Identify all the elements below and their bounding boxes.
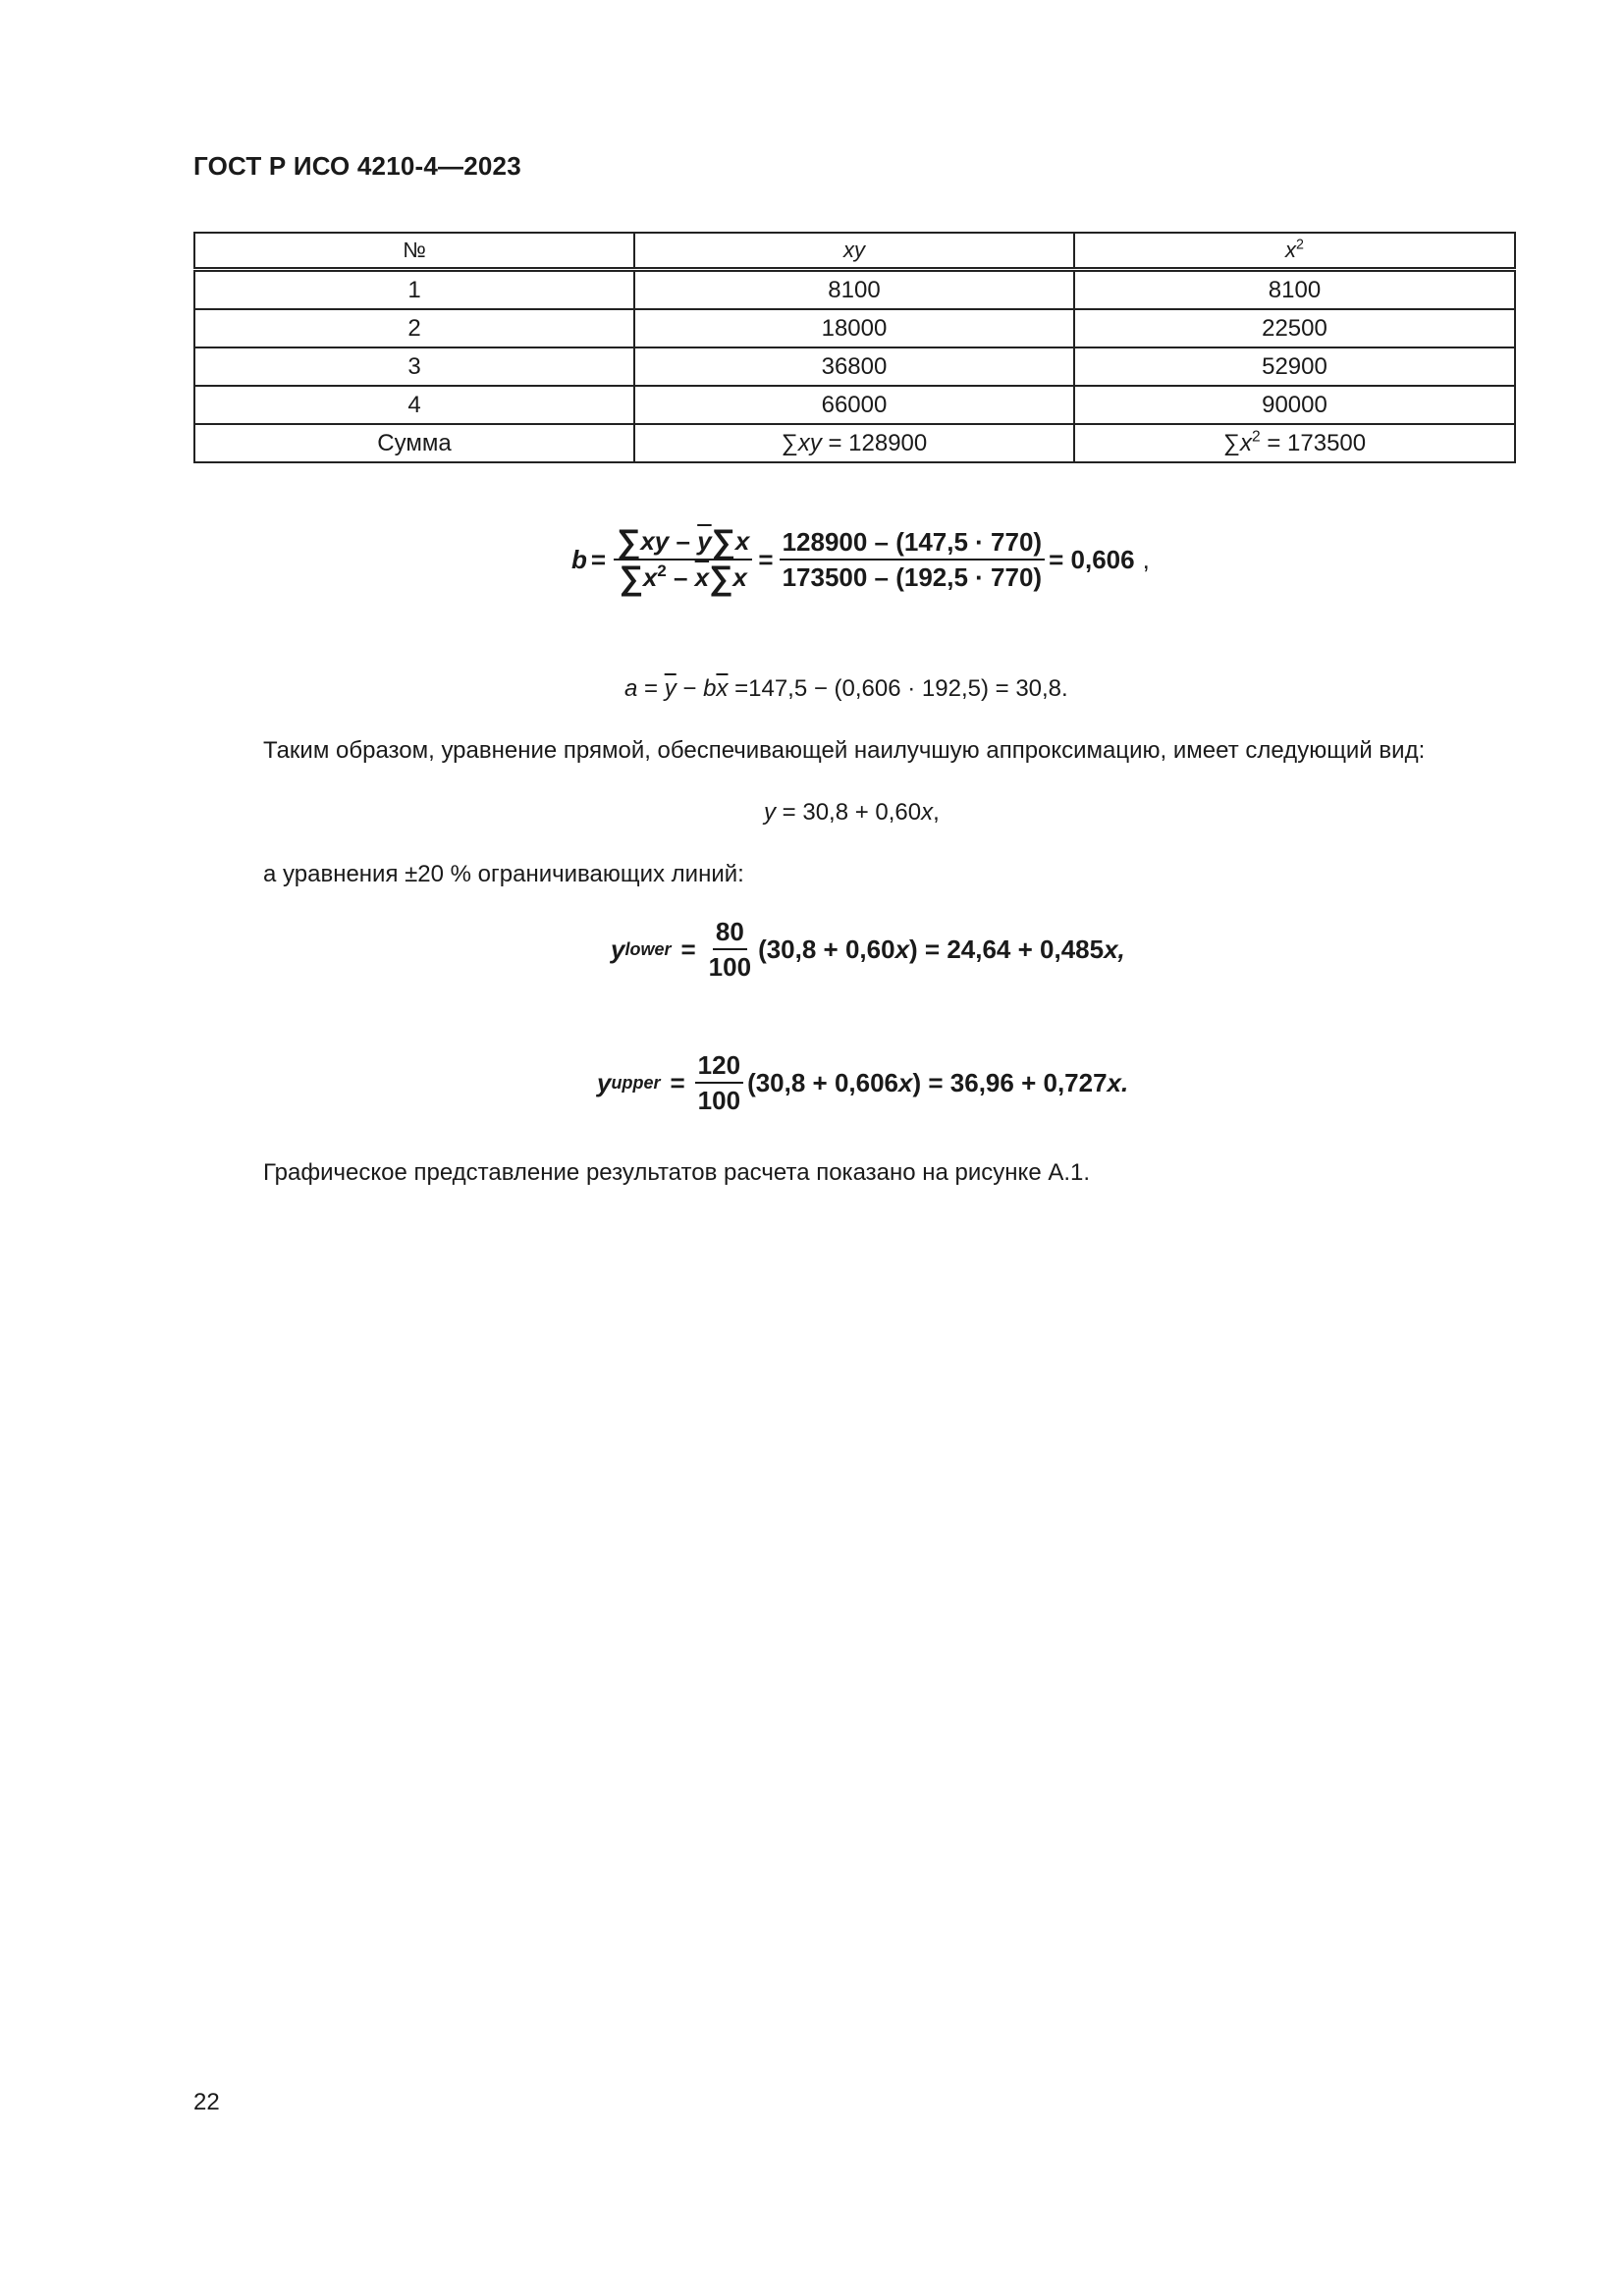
- table-sum-row: [194, 424, 1515, 462]
- lower-fraction: [706, 917, 754, 982]
- num-term-xy: xy: [640, 526, 670, 556]
- cell-x2: 8100: [1074, 270, 1515, 310]
- upper-x: x: [898, 1067, 913, 1097]
- sigma-symbol: ∑: [1222, 429, 1240, 456]
- sigma-symbol: ∑: [781, 429, 798, 456]
- cell-xy: 36800: [634, 347, 1074, 386]
- lower-eq: =: [680, 934, 696, 964]
- table-row: [194, 309, 1515, 347]
- lower-subscript: lower: [624, 938, 672, 959]
- cell-x2: 22500: [1074, 309, 1515, 347]
- sum-xy-value: = 128900: [821, 429, 928, 456]
- cell-number: 3: [194, 347, 634, 386]
- cell-x2: 90000: [1074, 386, 1515, 424]
- upper-denominator: 100: [697, 1086, 741, 1115]
- formula-b-lhs: b: [571, 544, 587, 574]
- table-header-row: [194, 233, 1515, 270]
- formula-b-numeric-numerator: 128900 – (147,5 · 770): [780, 527, 1046, 561]
- den-term-x: x: [642, 562, 658, 592]
- cell-xy: 8100: [634, 270, 1074, 310]
- formula-b: [571, 523, 1150, 597]
- formula-a-minus: −: [676, 675, 704, 702]
- column-header-x2: [1074, 233, 1515, 270]
- lower-x: x: [894, 934, 910, 964]
- column-header-xy: xy: [634, 233, 1074, 270]
- column-header-number: №: [194, 233, 634, 270]
- den-xbar: $\overline{x}$: [694, 562, 710, 592]
- sum-x2-var: x: [1239, 429, 1252, 456]
- num-ybar: $\overline{y}$: [697, 526, 712, 556]
- formula-a-xbar: $\overline{x}$: [716, 675, 729, 702]
- cell-number: 1: [194, 270, 634, 310]
- cell-x2: 52900: [1074, 347, 1515, 386]
- lower-close: ) = 24,64 + 0,485: [909, 934, 1105, 964]
- upper-numerator: 120: [695, 1050, 743, 1084]
- sigma-symbol: ∑: [617, 523, 641, 561]
- cell-xy: 18000: [634, 309, 1074, 347]
- upper-close: ) = 36,96 + 0,727: [912, 1067, 1108, 1097]
- formula-a-ybar: $\overline{y}$: [664, 675, 677, 702]
- upper-eq: =: [670, 1067, 685, 1097]
- column-header-x2-base: x: [1285, 238, 1297, 262]
- formula-b-result: = 0,606: [1049, 544, 1135, 574]
- sum-xy-var: xy: [797, 429, 822, 456]
- paragraph-limits: а уравнения ±20 % ограничивающих линий:: [263, 861, 744, 887]
- table-row: [194, 347, 1515, 386]
- formula-b-eq: =: [590, 544, 607, 574]
- upper-subscript: upper: [611, 1072, 661, 1093]
- table-row: [194, 270, 1515, 310]
- den-sup: 2: [657, 561, 667, 580]
- cell-sum-x2: [1074, 424, 1515, 462]
- equation-mid: = 30,8 + 0,60: [776, 799, 922, 826]
- equation-y: y: [764, 799, 776, 826]
- sigma-symbol: ∑: [709, 560, 733, 597]
- formula-b-numeric-fraction: [780, 527, 1046, 592]
- paragraph-figure-reference: Графическое представление результатов расчета показано на рисунке А.1.: [263, 1159, 1091, 1186]
- num-minus: –: [676, 526, 690, 556]
- formula-lower: [611, 917, 1125, 982]
- num-term-x: x: [734, 526, 750, 556]
- lower-x2: x: [1104, 934, 1118, 964]
- den-minus: –: [673, 562, 688, 592]
- paragraph-best-fit: Таким образом, уравнение прямой, обеспечивающей наилучшую аппроксимацию, имеет следующий вид:: [263, 737, 1426, 764]
- cell-number: 4: [194, 386, 634, 424]
- cell-xy: 66000: [634, 386, 1074, 424]
- lower-denominator: 100: [708, 952, 752, 982]
- den-term-x2: x: [732, 562, 747, 592]
- formula-a-b: b: [703, 675, 717, 702]
- formula-a-var: a: [624, 675, 638, 702]
- formula-b-numeric-denominator: 173500 – (192,5 · 770): [782, 562, 1043, 592]
- upper-end: .: [1121, 1067, 1129, 1097]
- table-row: [194, 386, 1515, 424]
- upper-x2: x: [1107, 1067, 1122, 1097]
- cell-sum-label: Сумма: [194, 424, 634, 462]
- cell-sum-xy: [634, 424, 1074, 462]
- lower-numerator: 80: [713, 917, 747, 950]
- upper-y: y: [597, 1067, 612, 1097]
- calculation-table: [193, 232, 1516, 463]
- page-number: 22: [193, 2089, 220, 2115]
- equation-best-fit: [764, 799, 940, 827]
- formula-a: [624, 675, 1068, 703]
- formula-b-symbolic-denominator: [617, 560, 750, 597]
- column-header-x2-sup: 2: [1296, 237, 1304, 253]
- formula-b-trailing: ,: [1142, 544, 1150, 574]
- formula-b-eq2: =: [758, 544, 774, 574]
- cell-number: 2: [194, 309, 634, 347]
- sigma-symbol: ∑: [711, 523, 735, 561]
- formula-a-eq: =: [637, 675, 665, 702]
- equation-x: x: [921, 799, 934, 826]
- formula-upper: [597, 1050, 1128, 1115]
- lower-end: ,: [1117, 934, 1125, 964]
- lower-body: (30,8 + 0,60: [758, 934, 895, 964]
- formula-a-rest: =147,5 − (0,606 · 192,5) = 30,8.: [728, 675, 1068, 702]
- upper-fraction: [695, 1050, 743, 1115]
- formula-b-symbolic-fraction: [614, 523, 752, 597]
- sum-x2-value: = 173500: [1260, 429, 1367, 456]
- sum-x2-sup: 2: [1251, 428, 1261, 446]
- document-header: ГОСТ Р ИСО 4210-4—2023: [193, 151, 521, 181]
- equation-end: ,: [933, 799, 940, 826]
- lower-y: y: [611, 934, 625, 964]
- formula-b-symbolic-numerator: [614, 523, 752, 561]
- upper-body: (30,8 + 0,606: [747, 1067, 899, 1097]
- sigma-symbol: ∑: [619, 560, 643, 597]
